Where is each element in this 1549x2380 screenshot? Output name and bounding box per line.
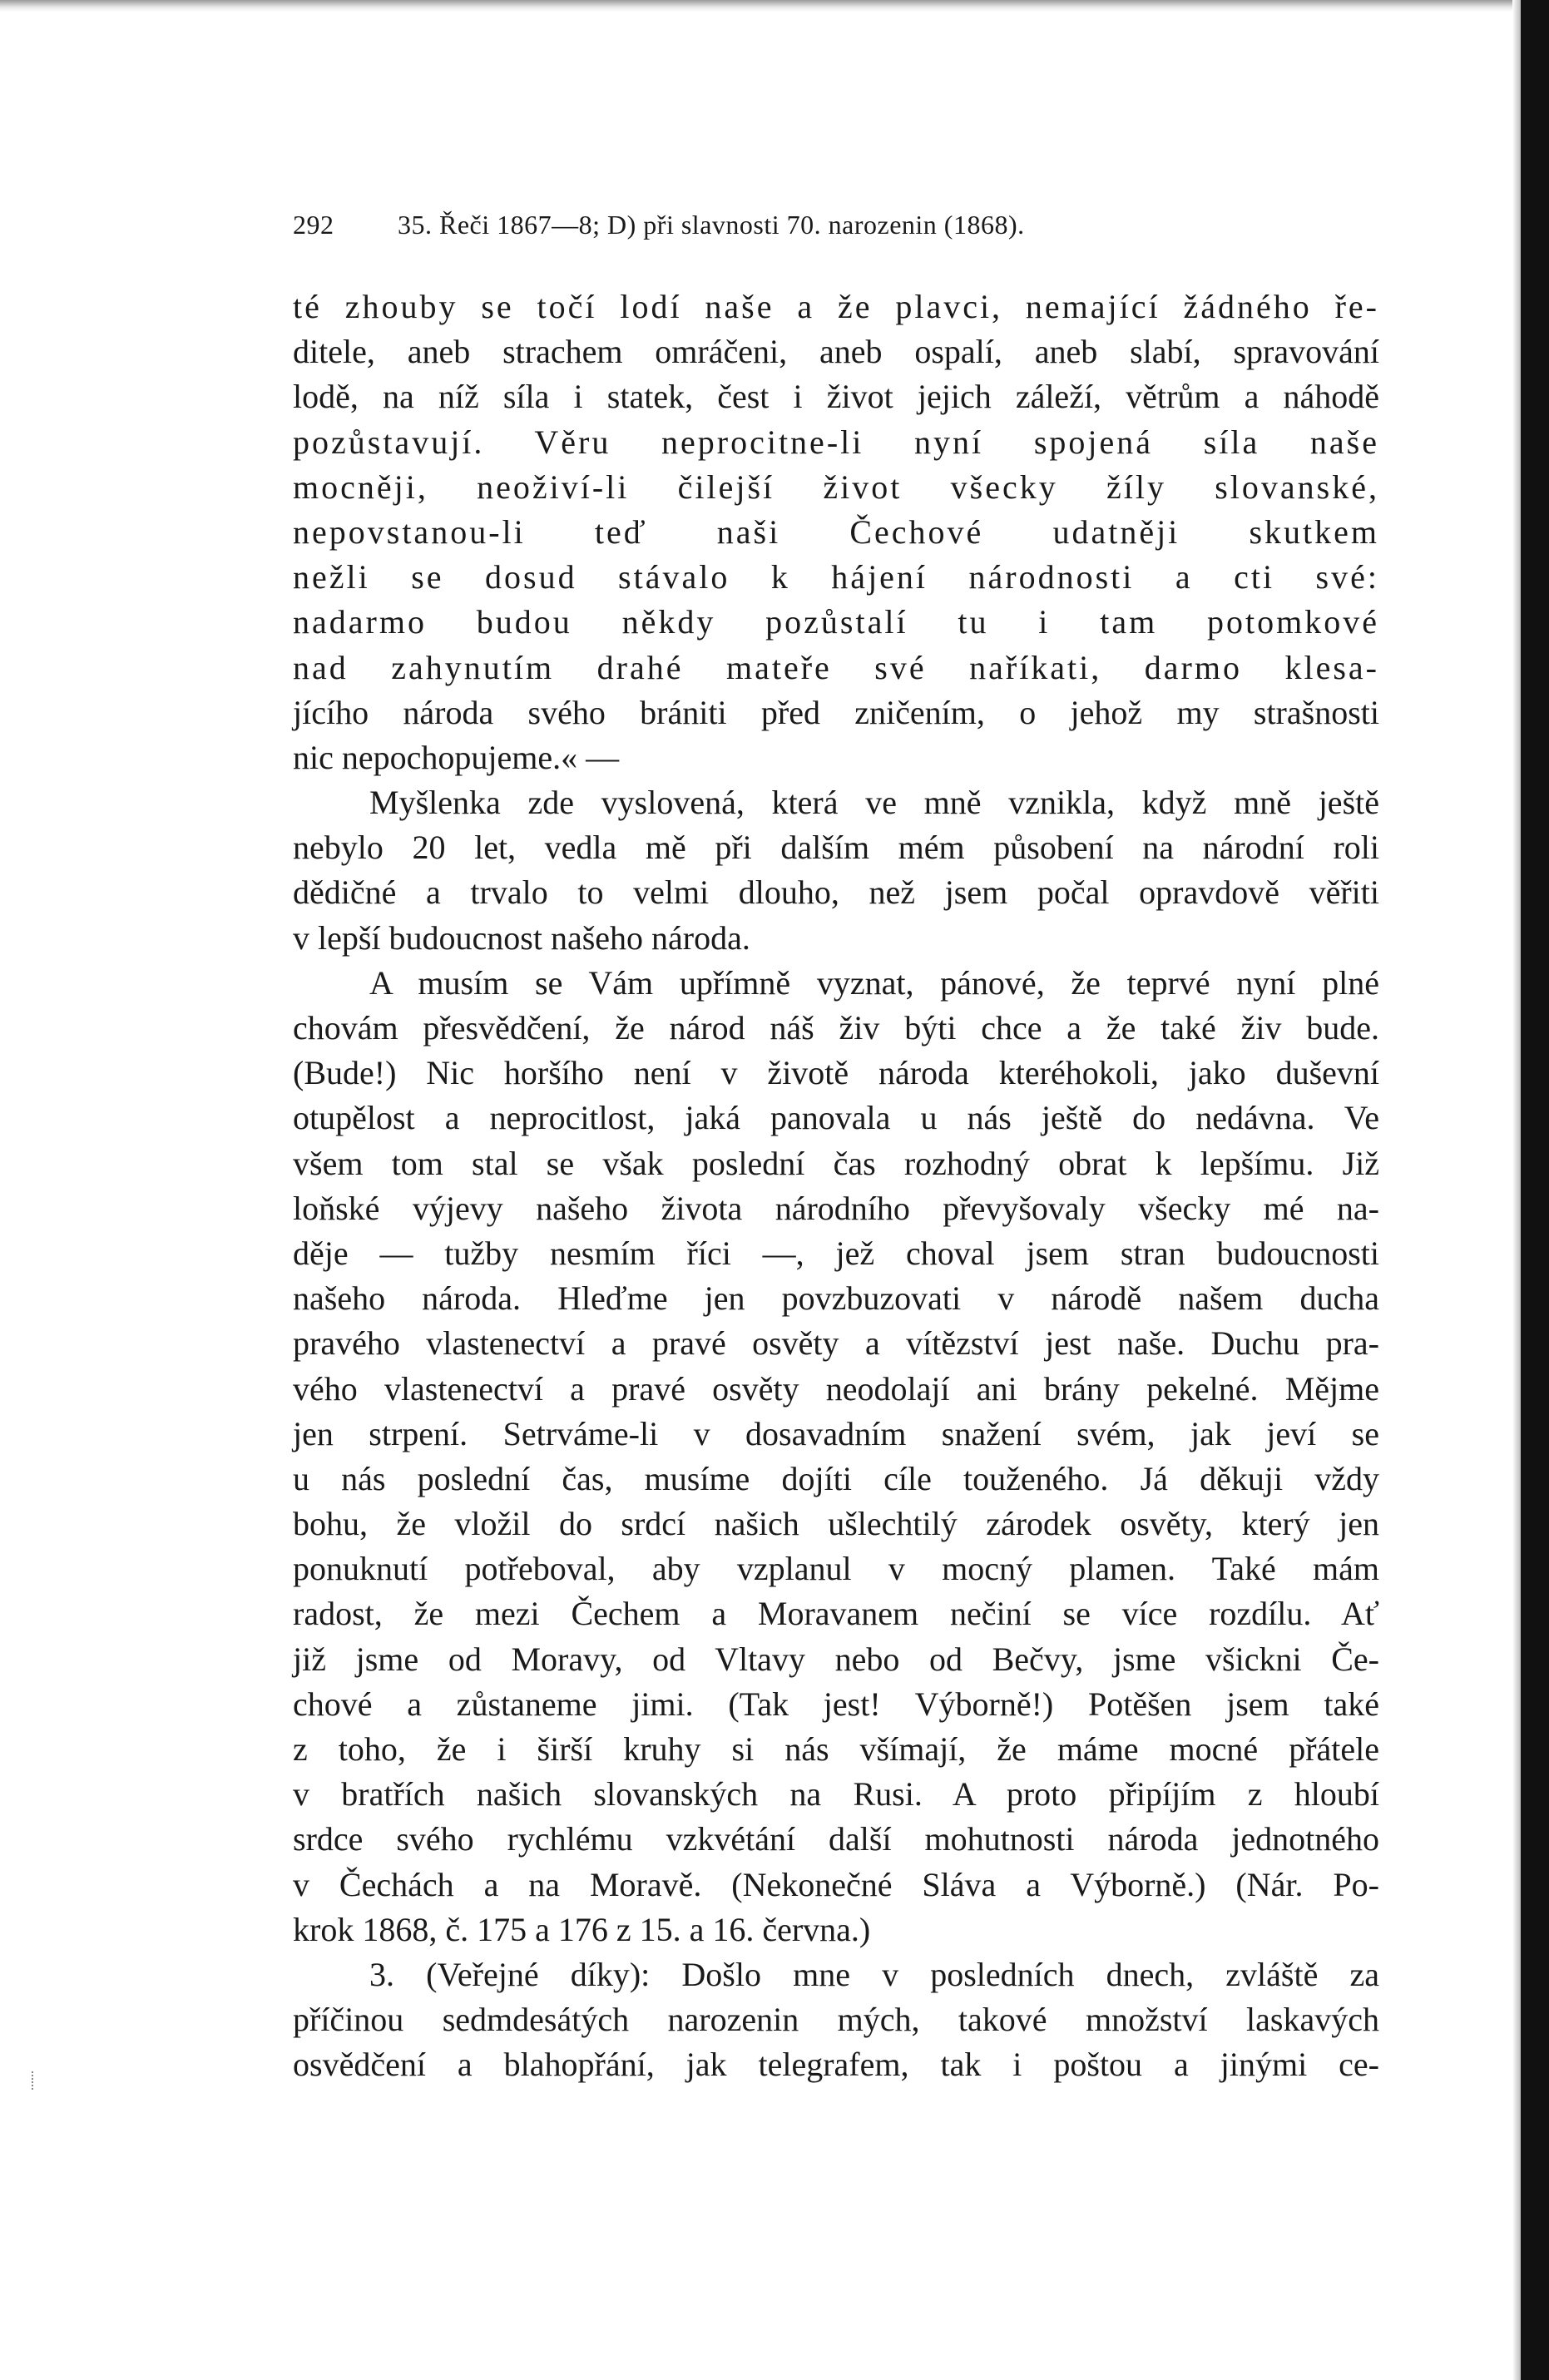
text-line: pravého vlastenectví a pravé osvěty a vítězství jest naše. Duchu pra- <box>293 1324 1379 1363</box>
text-line: otupělost a neprocitlost, jaká panovala u nás ještě do nedávna. Ve <box>293 1099 1379 1137</box>
text-line: našeho národa. Hleďme jen povzbuzovati v národě našem ducha <box>293 1279 1379 1318</box>
text-line: 3. (Veřejné díky): Došlo mne v posledních dnech, zvláště za <box>369 1955 1379 1993</box>
text-line: v Čechách a na Moravě. (Nekonečné Sláva a Výborně.) (Nár. Po- <box>293 1865 1379 1903</box>
text-line: nežli se dosud stávalo k hájení národnosti a cti své: <box>293 558 1379 596</box>
text-line: (Bude!) Nic horšího není v životě národa kteréhokoli, jako duševní <box>293 1054 1379 1092</box>
text-line: u nás poslední čas, musíme dojíti cíle touženého. Já děkuji vždy <box>293 1459 1379 1497</box>
text-line: nadarmo budou někdy pozůstalí tu i tam potomkové <box>293 603 1379 641</box>
running-title: 35. Řeči 1867—8; D) při slavnosti 70. narozenin (1868). <box>398 210 1025 240</box>
text-line: mocněji, neoživí-li čilejší život všecky žíly slovanské, <box>293 468 1379 506</box>
scan-edge-shadow <box>1512 0 1521 2380</box>
scan-top-edge <box>0 0 1522 12</box>
text-line: ditele, aneb strachem omráčeni, aneb ospalí, aneb slabí, spravování <box>293 333 1379 371</box>
text-line: dědičné a trvalo to velmi dlouho, než jsem počal opravdově věřiti <box>293 873 1379 912</box>
text-line: chovám přesvědčení, že národ náš živ býti chce a že také živ bude. <box>293 1009 1379 1047</box>
text-line: v bratřích našich slovanských na Rusi. A proto připíjím z hloubí <box>293 1775 1379 1813</box>
page-number: 292 <box>293 210 334 240</box>
text-line: již jsme od Moravy, od Vltavy nebo od Bečvy, jsme všickni Če- <box>293 1640 1379 1678</box>
text-line: lodě, na níž síla i statek, čest i život jejich záleží, větrům a náhodě <box>293 378 1379 416</box>
text-line: radost, že mezi Čechem a Moravanem nečiní se více rozdílu. Ať <box>293 1595 1379 1633</box>
scan-right-edge <box>1521 0 1549 2380</box>
body-text <box>293 285 1379 2088</box>
text-line: srdce svého rychlému vzkvétání další mohutnosti národa jednotného <box>293 1820 1379 1858</box>
scan-artifact <box>32 2071 45 2090</box>
text-line: v lepší budoucnost našeho národa. <box>293 918 750 957</box>
text-line: z toho, že i širší kruhy si nás všímají, že máme mocné přátele <box>293 1730 1379 1768</box>
text-line: nad zahynutím drahé mateře své naříkati, darmo klesa- <box>293 648 1379 686</box>
text-line: jícího národa svého brániti před zničením, o jehož my strašnosti <box>293 693 1379 731</box>
text-line: příčinou sedmdesátých narozenin mých, takové množství laskavých <box>293 2001 1379 2039</box>
text-line: chové a zůstaneme jimi. (Tak jest! Výborně!) Potěšen jsem také <box>293 1685 1379 1723</box>
text-line: bohu, že vložil do srdcí našich ušlechtilý zárodek osvěty, který jen <box>293 1505 1379 1543</box>
text-line: nic nepochopujeme.« — <box>293 738 620 776</box>
text-line: nepovstanou-li teď naši Čechové udatněji skutkem <box>293 512 1379 551</box>
text-line: vého vlastenectví a pravé osvěty neodolají ani brány pekelné. Mějme <box>293 1369 1379 1408</box>
text-line: pozůstavují. Věru neprocitne-li nyní spojená síla naše <box>293 423 1379 461</box>
text-line: krok 1868, č. 175 a 176 z 15. a 16. června.) <box>293 1910 871 1948</box>
text-line: jen strpení. Setrváme-li v dosavadním snažení svém, jak jeví se <box>293 1414 1379 1452</box>
text-line: té zhouby se točí lodí naše a že plavci, nemající žádného ře- <box>293 288 1379 325</box>
text-line: Myšlenka zde vyslovená, která ve mně vznikla, když mně ještě <box>369 784 1379 822</box>
text-line: ponuknutí potřeboval, aby vzplanul v mocný plamen. Také mám <box>293 1550 1379 1588</box>
text-line: děje — tužby nesmím říci —, jež choval jsem stran budoucnosti <box>293 1234 1379 1272</box>
text-line: osvědčení a blahopřání, jak telegrafem, tak i poštou a jinými ce- <box>293 2046 1379 2084</box>
text-line: nebylo 20 let, vedla mě při dalším mém působení na národní roli <box>293 829 1379 867</box>
text-line: A musím se Vám upřímně vyznat, pánové, že teprvé nyní plné <box>369 963 1379 1002</box>
text-line: loňské výjevy našeho života národního převyšovaly všecky mé na- <box>293 1189 1379 1227</box>
text-line: všem tom stal se však poslední čas rozhodný obrat k lepšímu. Již <box>293 1144 1379 1182</box>
